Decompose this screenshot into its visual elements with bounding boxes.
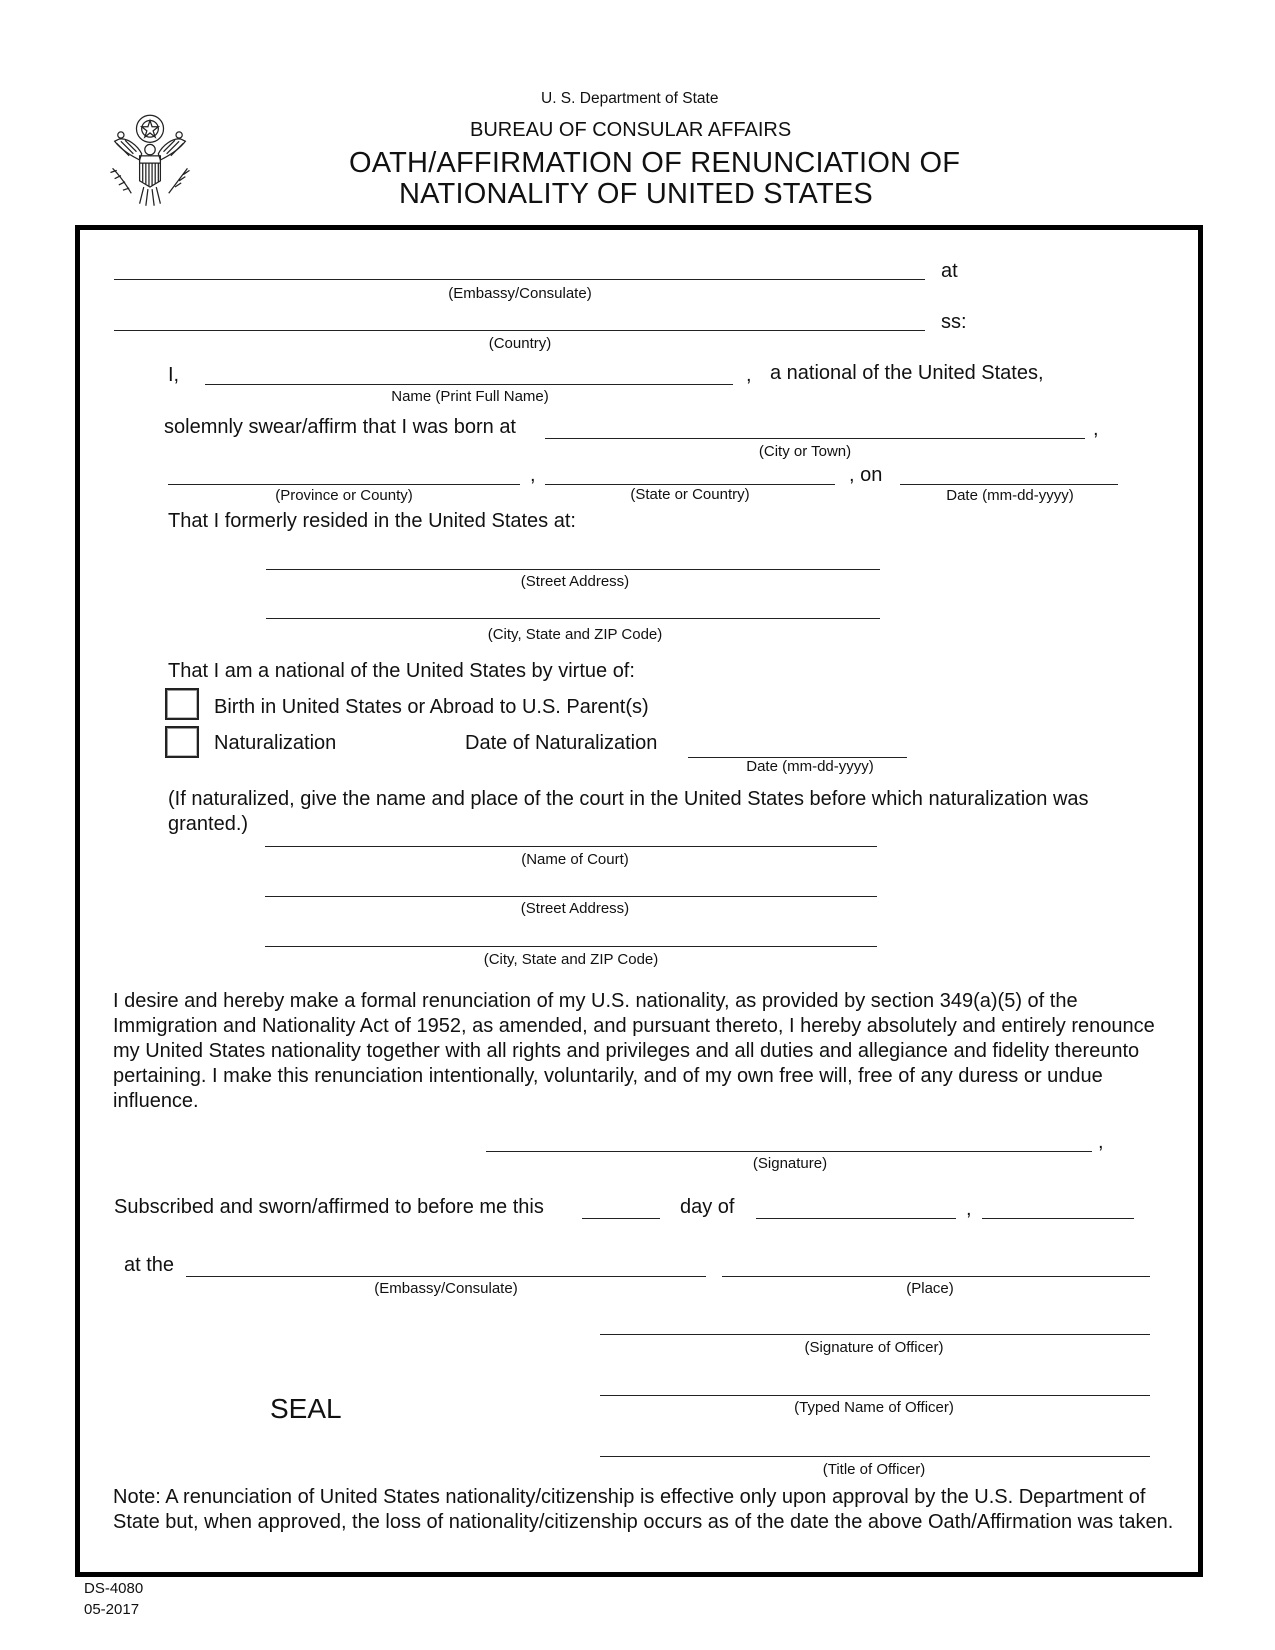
officer-embassy-label: (Embassy/Consulate) xyxy=(374,1280,518,1297)
birth-state-field[interactable] xyxy=(545,484,835,485)
born-comma: , xyxy=(1093,418,1099,440)
officer-signature-label: (Signature of Officer) xyxy=(804,1339,944,1356)
officer-place-label: (Place) xyxy=(906,1280,954,1297)
naturalization-checkbox[interactable] xyxy=(165,726,199,758)
birth-option-label: Birth in United States or Abroad to U.S. Parent(s) xyxy=(214,696,649,718)
court-name-field[interactable] xyxy=(265,846,877,847)
seal-placeholder: SEAL xyxy=(270,1393,342,1424)
former-street-field[interactable] xyxy=(266,569,880,570)
embassy-label: (Embassy/Consulate) xyxy=(448,285,592,302)
sworn-year-field[interactable] xyxy=(982,1218,1134,1219)
day-of-text: day of xyxy=(680,1196,735,1218)
at-text: at xyxy=(941,260,958,282)
naturalization-date-hint: Date (mm-dd-yyyy) xyxy=(746,758,874,775)
officer-signature-field[interactable] xyxy=(600,1334,1150,1335)
national-text: a national of the United States, xyxy=(770,362,1044,384)
sworn-day-field[interactable] xyxy=(582,1218,660,1219)
name-comma: , xyxy=(746,364,752,386)
approval-note: Note: A renunciation of United States nationality/citizenship is effective only upon approval by the U.S. Department of State but, when approved, the loss of nationality/citizenship occurs as of the date the above Oath/Affirmation was taken. xyxy=(113,1486,1174,1533)
officer-title-field[interactable] xyxy=(600,1456,1150,1457)
court-name-label: (Name of Court) xyxy=(521,851,629,868)
birth-date-label: Date (mm-dd-yyyy) xyxy=(946,487,1074,504)
great-seal-eagle-icon xyxy=(98,108,202,212)
form-number: DS-4080 xyxy=(84,1580,144,1597)
country-label: (Country) xyxy=(488,335,552,352)
birth-date-field[interactable] xyxy=(900,484,1118,485)
born-text: solemnly swear/affirm that I was born at xyxy=(164,416,516,438)
birth-checkbox[interactable] xyxy=(165,688,199,720)
officer-embassy-field[interactable] xyxy=(186,1276,706,1277)
signature-comma: , xyxy=(1098,1131,1104,1153)
form-title-line1: OATH/AFFIRMATION OF RENUNCIATION OF xyxy=(349,147,961,179)
province-comma: , xyxy=(530,464,536,486)
state-label: (State or Country) xyxy=(630,486,750,503)
court-instruction: (If naturalized, give the name and place of the court in the United States before which naturalization was granted.) xyxy=(168,788,1089,835)
officer-title-label: (Title of Officer) xyxy=(822,1461,926,1478)
court-city-field[interactable] xyxy=(265,946,877,947)
naturalization-date-label: Date of Naturalization xyxy=(465,732,658,754)
court-city-label: (City, State and ZIP Code) xyxy=(483,951,659,968)
country-field[interactable] xyxy=(114,330,925,331)
on-text: , on xyxy=(849,464,883,486)
birth-city-label: (City or Town) xyxy=(758,443,852,460)
renunciation-statement: I desire and hereby make a formal renunciation of my U.S. nationality, as provided by section 349(a)(5) of the Immigration and Nationality Act of 1952, as amended, and pursuant thereto, I hereby absolutely and entirely renounce my United States nationality together with all rights and privileges and all duties and allegiance and fidelity thereunto pertaining. I make this renunciation intentionally, voluntarily, and of my own free will, free of any duress or undue influence. xyxy=(113,990,1155,1112)
sworn-text: Subscribed and sworn/affirmed to before me this xyxy=(114,1196,544,1218)
officer-typed-name-field[interactable] xyxy=(600,1395,1150,1396)
ss-text: ss: xyxy=(941,311,967,333)
full-name-label: Name (Print Full Name) xyxy=(391,388,549,405)
province-label: (Province or County) xyxy=(275,487,413,504)
birth-city-field[interactable] xyxy=(545,438,1085,439)
court-street-field[interactable] xyxy=(265,896,877,897)
signature-field[interactable] xyxy=(486,1151,1092,1152)
naturalization-option-label: Naturalization xyxy=(214,732,337,754)
former-street-label: (Street Address) xyxy=(520,573,630,590)
embassy-field[interactable] xyxy=(114,279,925,280)
i-prefix: I, xyxy=(168,364,180,386)
sworn-month-field[interactable] xyxy=(756,1218,956,1219)
bureau-name: BUREAU OF CONSULAR AFFAIRS xyxy=(470,119,792,141)
full-name-field[interactable] xyxy=(205,384,733,385)
form-title-line2: NATIONALITY OF UNITED STATES xyxy=(399,178,873,210)
court-street-label: (Street Address) xyxy=(520,900,630,917)
at-the-text: at the xyxy=(124,1254,175,1276)
officer-place-field[interactable] xyxy=(722,1276,1150,1277)
form-revision: 05-2017 xyxy=(84,1601,140,1618)
birth-province-field[interactable] xyxy=(168,484,520,485)
resided-heading: That I formerly resided in the United States at: xyxy=(168,510,576,532)
officer-typed-name-label: (Typed Name of Officer) xyxy=(794,1399,954,1416)
signature-label: (Signature) xyxy=(752,1155,828,1172)
department-name: U. S. Department of State xyxy=(541,90,719,107)
former-city-field[interactable] xyxy=(266,618,880,619)
former-city-label: (City, State and ZIP Code) xyxy=(487,626,663,643)
sworn-comma: , xyxy=(966,1198,972,1220)
virtue-heading: That I am a national of the United States by virtue of: xyxy=(168,660,635,682)
